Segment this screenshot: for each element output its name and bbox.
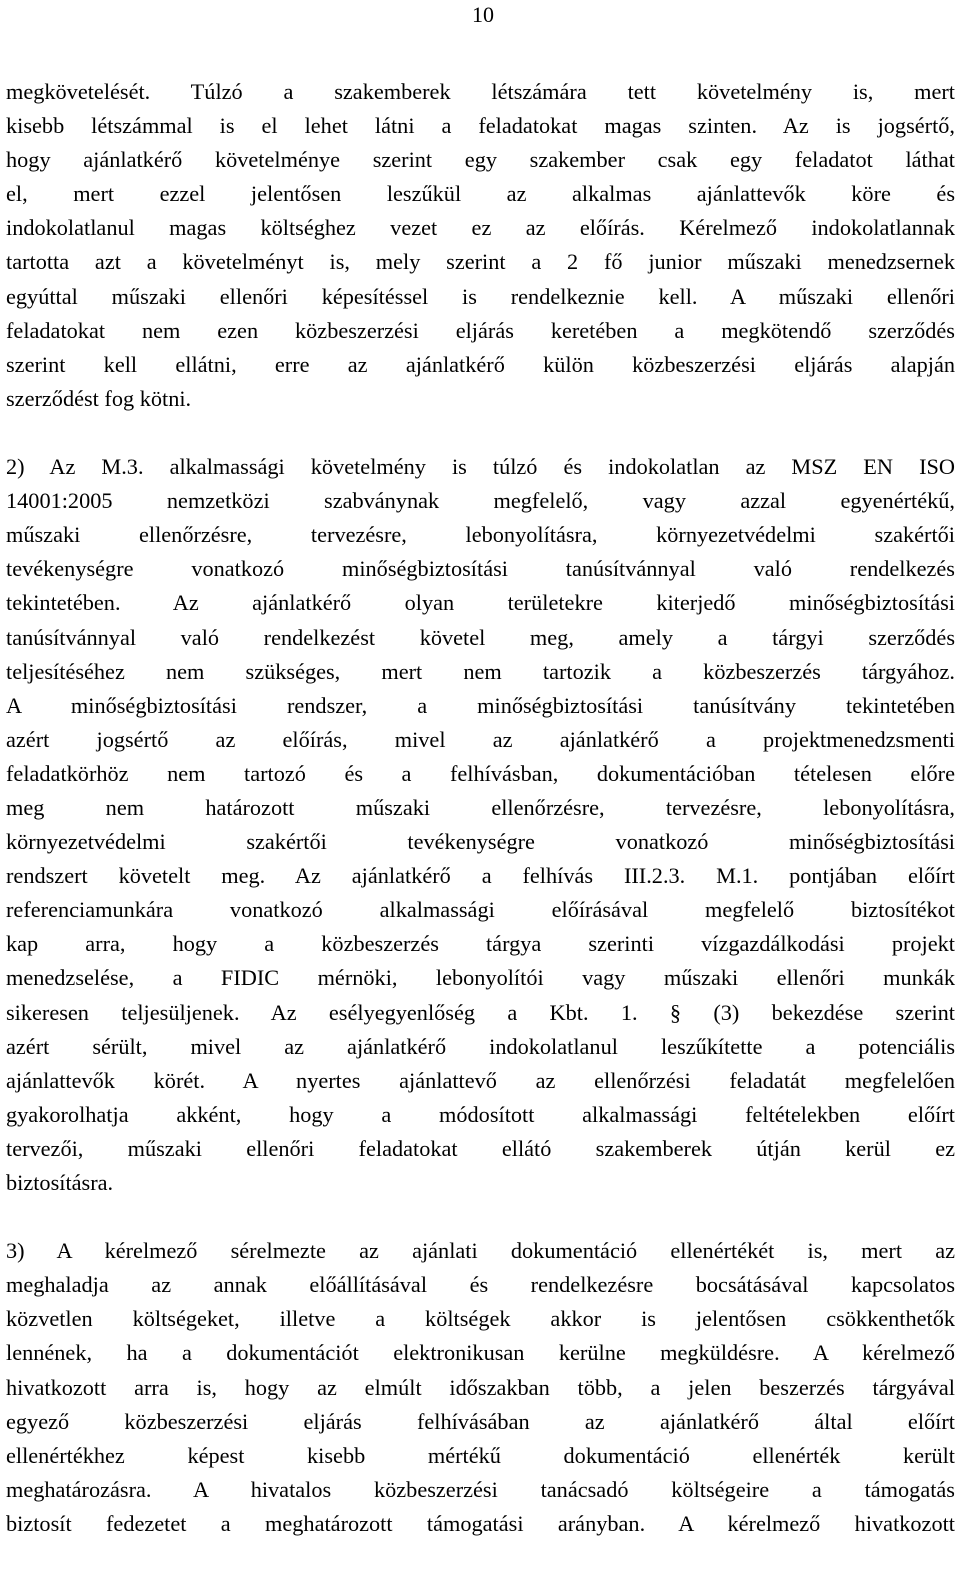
text-line: tervezői, műszaki ellenőri feladatokat ellátó szakemberek útján kerül ez: [6, 1135, 955, 1161]
text-line: indokolatlanul magas költséghez vezet ez az előírás. Kérelmező indokolatlannak: [6, 215, 955, 241]
page-number: 10: [472, 2, 494, 27]
text-line: 3) A kérelmező sérelmezte az ajánlati dokumentáció ellenértékét is, mert az: [6, 1238, 955, 1264]
text-line: kisebb létszámmal is el lehet látni a feladatokat magas szinten. Az is jogsértő,: [6, 113, 955, 139]
text-line: tanúsítvánnyal való rendelkezést követel meg, amely a tárgyi szerződés: [6, 624, 955, 650]
text-line: teljesítéséhez nem szükséges, mert nem tartozik a közbeszerzés tárgyához.: [6, 658, 955, 684]
text-line: szerint kell ellátni, erre az ajánlatkérő külön közbeszerzési eljárás alapján: [6, 351, 955, 377]
text-line: azért jogsértő az előírás, mivel az ajánlatkérő a projektmenedzsmenti: [6, 726, 955, 752]
paragraph: [6, 450, 955, 1200]
text-line: kap arra, hogy a közbeszerzés tárgya szerinti vízgazdálkodási projekt: [6, 931, 955, 957]
text-line: biztosít fedezetet a meghatározott támogatási arányban. A kérelmező hivatkozott: [6, 1510, 955, 1536]
text-line: feladatokat nem ezen közbeszerzési eljárás keretében a megkötendő szerződés: [6, 317, 955, 343]
text-line: tartotta azt a követelményt is, mely szerint a 2 fő junior műszaki menedzsernek: [6, 249, 955, 275]
text-line: menedzselése, a FIDIC mérnöki, lebonyolítói vagy műszaki ellenőri munkák: [6, 965, 955, 991]
text-line: referenciamunkára vonatkozó alkalmassági előírásával megfelelő biztosítékot: [6, 897, 955, 923]
text-line: biztosításra.: [6, 1170, 114, 1195]
text-line: tekintetében. Az ajánlatkérő olyan területekre kiterjedő minőségbiztosítási: [6, 590, 955, 616]
text-line: hogy ajánlatkérő követelménye szerint egy szakember csak egy feladatot láthat: [6, 147, 955, 173]
text-line: hivatkozott arra is, hogy az elmúlt időszakban több, a jelen beszerzés tárgyával: [6, 1374, 955, 1400]
text-line: ellenértékhez képest kisebb mértékű dokumentáció ellenérték került: [6, 1442, 955, 1468]
text-line: egyúttal műszaki ellenőri képesítéssel is rendelkeznie kell. A műszaki ellenőri: [6, 283, 955, 309]
text-line: meghatározásra. A hivatalos közbeszerzési tanácsadó költségeire a támogatás: [6, 1476, 955, 1502]
text-line: gyakorolhatja akként, hogy a módosított alkalmassági feltételekben előírt: [6, 1101, 955, 1127]
text-line: egyező közbeszerzési eljárás felhívásában az ajánlatkérő által előírt: [6, 1408, 955, 1434]
text-line: ajánlattevők körét. A nyertes ajánlattevő az ellenőrzési feladatát megfelelően: [6, 1067, 955, 1093]
text-line: 2) Az M.3. alkalmassági követelmény is túlzó és indokolatlan az MSZ EN ISO: [6, 454, 955, 480]
paragraph: [6, 75, 955, 416]
paragraph: [6, 1234, 955, 1541]
text-line: tevékenységre vonatkozó minőségbiztosítási tanúsítvánnyal való rendelkezés: [6, 556, 955, 582]
text-line: szerződést fog kötni.: [6, 385, 192, 411]
text-line: azért sérült, mivel az ajánlatkérő indokolatlanul leszűkítette a potenciális: [6, 1033, 955, 1059]
text-line: feladatkörhöz nem tartozó és a felhívásban, dokumentációban tételesen előre: [6, 760, 955, 786]
text-line: sikeresen teljesüljenek. Az esélyegyenlőség a Kbt. 1. § (3) bekezdése szerint: [6, 999, 955, 1025]
text-line: környezetvédelmi szakértői tevékenységre vonatkozó minőségbiztosítási: [6, 829, 955, 855]
body-text: [6, 75, 955, 1575]
text-line: megkövetelését. Túlzó a szakemberek létszámára tett követelmény is, mert: [6, 79, 955, 104]
text-line: műszaki ellenőrzésre, tervezésre, lebonyolításra, környezetvédelmi szakértői: [6, 522, 955, 548]
text-line: 14001:2005 nemzetközi szabványnak megfelelő, vagy azzal egyenértékű,: [6, 488, 955, 514]
text-line: el, mert ezzel jelentősen leszűkül az alkalmas ajánlattevők köre és: [6, 181, 955, 207]
text-line: meg nem határozott műszaki ellenőrzésre, tervezésre, lebonyolításra,: [6, 794, 955, 820]
text-line: meghaladja az annak előállításával és rendelkezésre bocsátásával kapcsolatos: [6, 1272, 955, 1298]
text-line: lennének, ha a dokumentációt elektronikusan kerülne megküldésre. A kérelmező: [6, 1340, 955, 1366]
text-line: rendszert követelt meg. Az ajánlatkérő a felhívás III.2.3. M.1. pontjában előírt: [6, 863, 955, 889]
text-line: A minőségbiztosítási rendszer, a minőségbiztosítási tanúsítvány tekintetében: [6, 692, 955, 718]
text-line: közvetlen költségeket, illetve a költségek akkor is jelentősen csökkenthetők: [6, 1306, 955, 1332]
